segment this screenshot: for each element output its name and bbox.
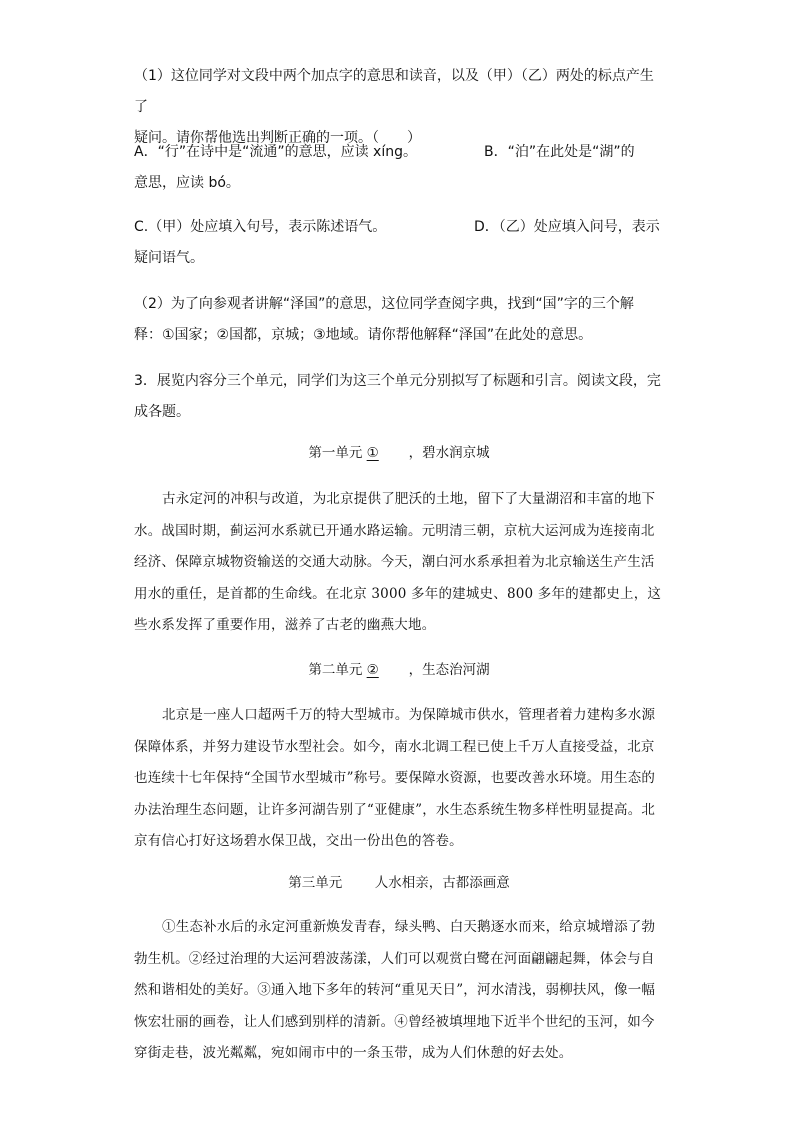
option-c[interactable]: C.（甲）处应填入句号，表示陈述语气。 — [134, 219, 387, 235]
unit-1-suffix: ，碧水润京城 — [408, 445, 490, 461]
unit-3-text: ①生态补水后的永定河重新焕发青春，绿头鸭、白天鹅逐水而来，给京城增添了勃勃生机。②经过治理的大运河碧波荡漾，人们可以观赏白鹭在河面翩翩起舞，体会与自然和谐相处的美好。③通入地下多年的转河“重见天日”，河水清浅，弱柳扶风，像一幅恢宏壮丽的画卷，让人们感到别样的清新。④曾经被填埋地下近半个世纪的玉河，如今穿街走巷，波光粼粼，宛如闹市中的一条玉带，成为人们休憩的好去处。 — [134, 919, 656, 1061]
options-ab — [134, 137, 664, 199]
unit-3-prefix: 第三单元 — [288, 875, 343, 891]
question-3-stem — [134, 366, 664, 428]
option-d[interactable]: D．（乙）处应填入问号，表示 — [474, 219, 660, 235]
unit-1-blank[interactable]: ① — [366, 445, 379, 461]
option-a[interactable]: A．“行”在诗中是“流通”的意思，应读 xíng。 — [134, 144, 417, 160]
unit-2-paragraph — [134, 700, 664, 858]
question-2-stem — [134, 289, 664, 351]
unit-3-heading — [134, 873, 664, 893]
question-2-line-1: （2）为了向参观者讲解“泽国”的意思，这位同学查阅字典，找到“国”字的三个解 — [134, 296, 634, 312]
option-b[interactable]: B．“泊”在此处是“湖”的 — [484, 144, 635, 160]
options-cd — [134, 212, 664, 274]
unit-1-paragraph — [134, 484, 664, 642]
unit-2-heading — [134, 660, 664, 680]
question-3-line-2: 成各题。 — [134, 404, 190, 420]
unit-2-text: 北京是一座人口超两千万的特大型城市。为保障城市供水，管理者着力建构多水源保障体系，并努力建设节水型社会。如今，南水北调工程已使上千万人直接受益，北京也连续十七年保持“全国节水型城市”称号。要保障水资源，也要改善水环境。用生态的办法治理生态问题，让许多河湖告别了“亚健康”，水生态系统生物多样性明显提高。北京有信心打好这场碧水保卫战，交出一份出色的答卷。 — [134, 707, 656, 849]
question-2-line-2: 释：①国家；②国都，京城；③地域。请你帮他解释“泽国”在此处的意思。 — [134, 327, 593, 343]
unit-3-title: 人水相亲，古都添画意 — [374, 875, 510, 891]
question-1-line-1: （1）这位同学对文段中两个加点字的意思和读音，以及（甲）（乙）两处的标点产生了 — [134, 68, 654, 115]
option-b-continued: 意思，应读 bó。 — [134, 175, 240, 191]
unit-1-heading — [134, 443, 664, 463]
unit-2-blank[interactable]: ② — [366, 662, 379, 678]
unit-1-prefix: 第一单元 — [308, 445, 363, 461]
unit-2-prefix: 第二单元 — [308, 662, 363, 678]
option-d-continued: 疑问语气。 — [134, 250, 204, 266]
unit-3-paragraph — [134, 912, 664, 1070]
unit-2-suffix: ，生态治河湖 — [408, 662, 490, 678]
question-3-line-1: 3．展览内容分三个单元，同学们为这三个单元分别拟写了标题和引言。阅读文段，完 — [134, 373, 661, 389]
unit-1-text: 古永定河的冲积与改道，为北京提供了肥沃的土地，留下了大量湖沼和丰富的地下水。战国时期，蓟运河水系就已开通水路运输。元明清三朝，京杭大运河成为连接南北经济、保障京城物资输送的交通大动脉。今天，潮白河水系承担着为北京输送生产生活用水的重任，是首都的生命线。在北京 3000 多年的建城史、800 多年的建都史上，这些水系发挥了重要作用，滋养了古老的幽燕大地。 — [134, 491, 662, 633]
question-1-line-2: 疑问。请你帮他选出判断正确的一项。（ ） — [134, 130, 421, 146]
